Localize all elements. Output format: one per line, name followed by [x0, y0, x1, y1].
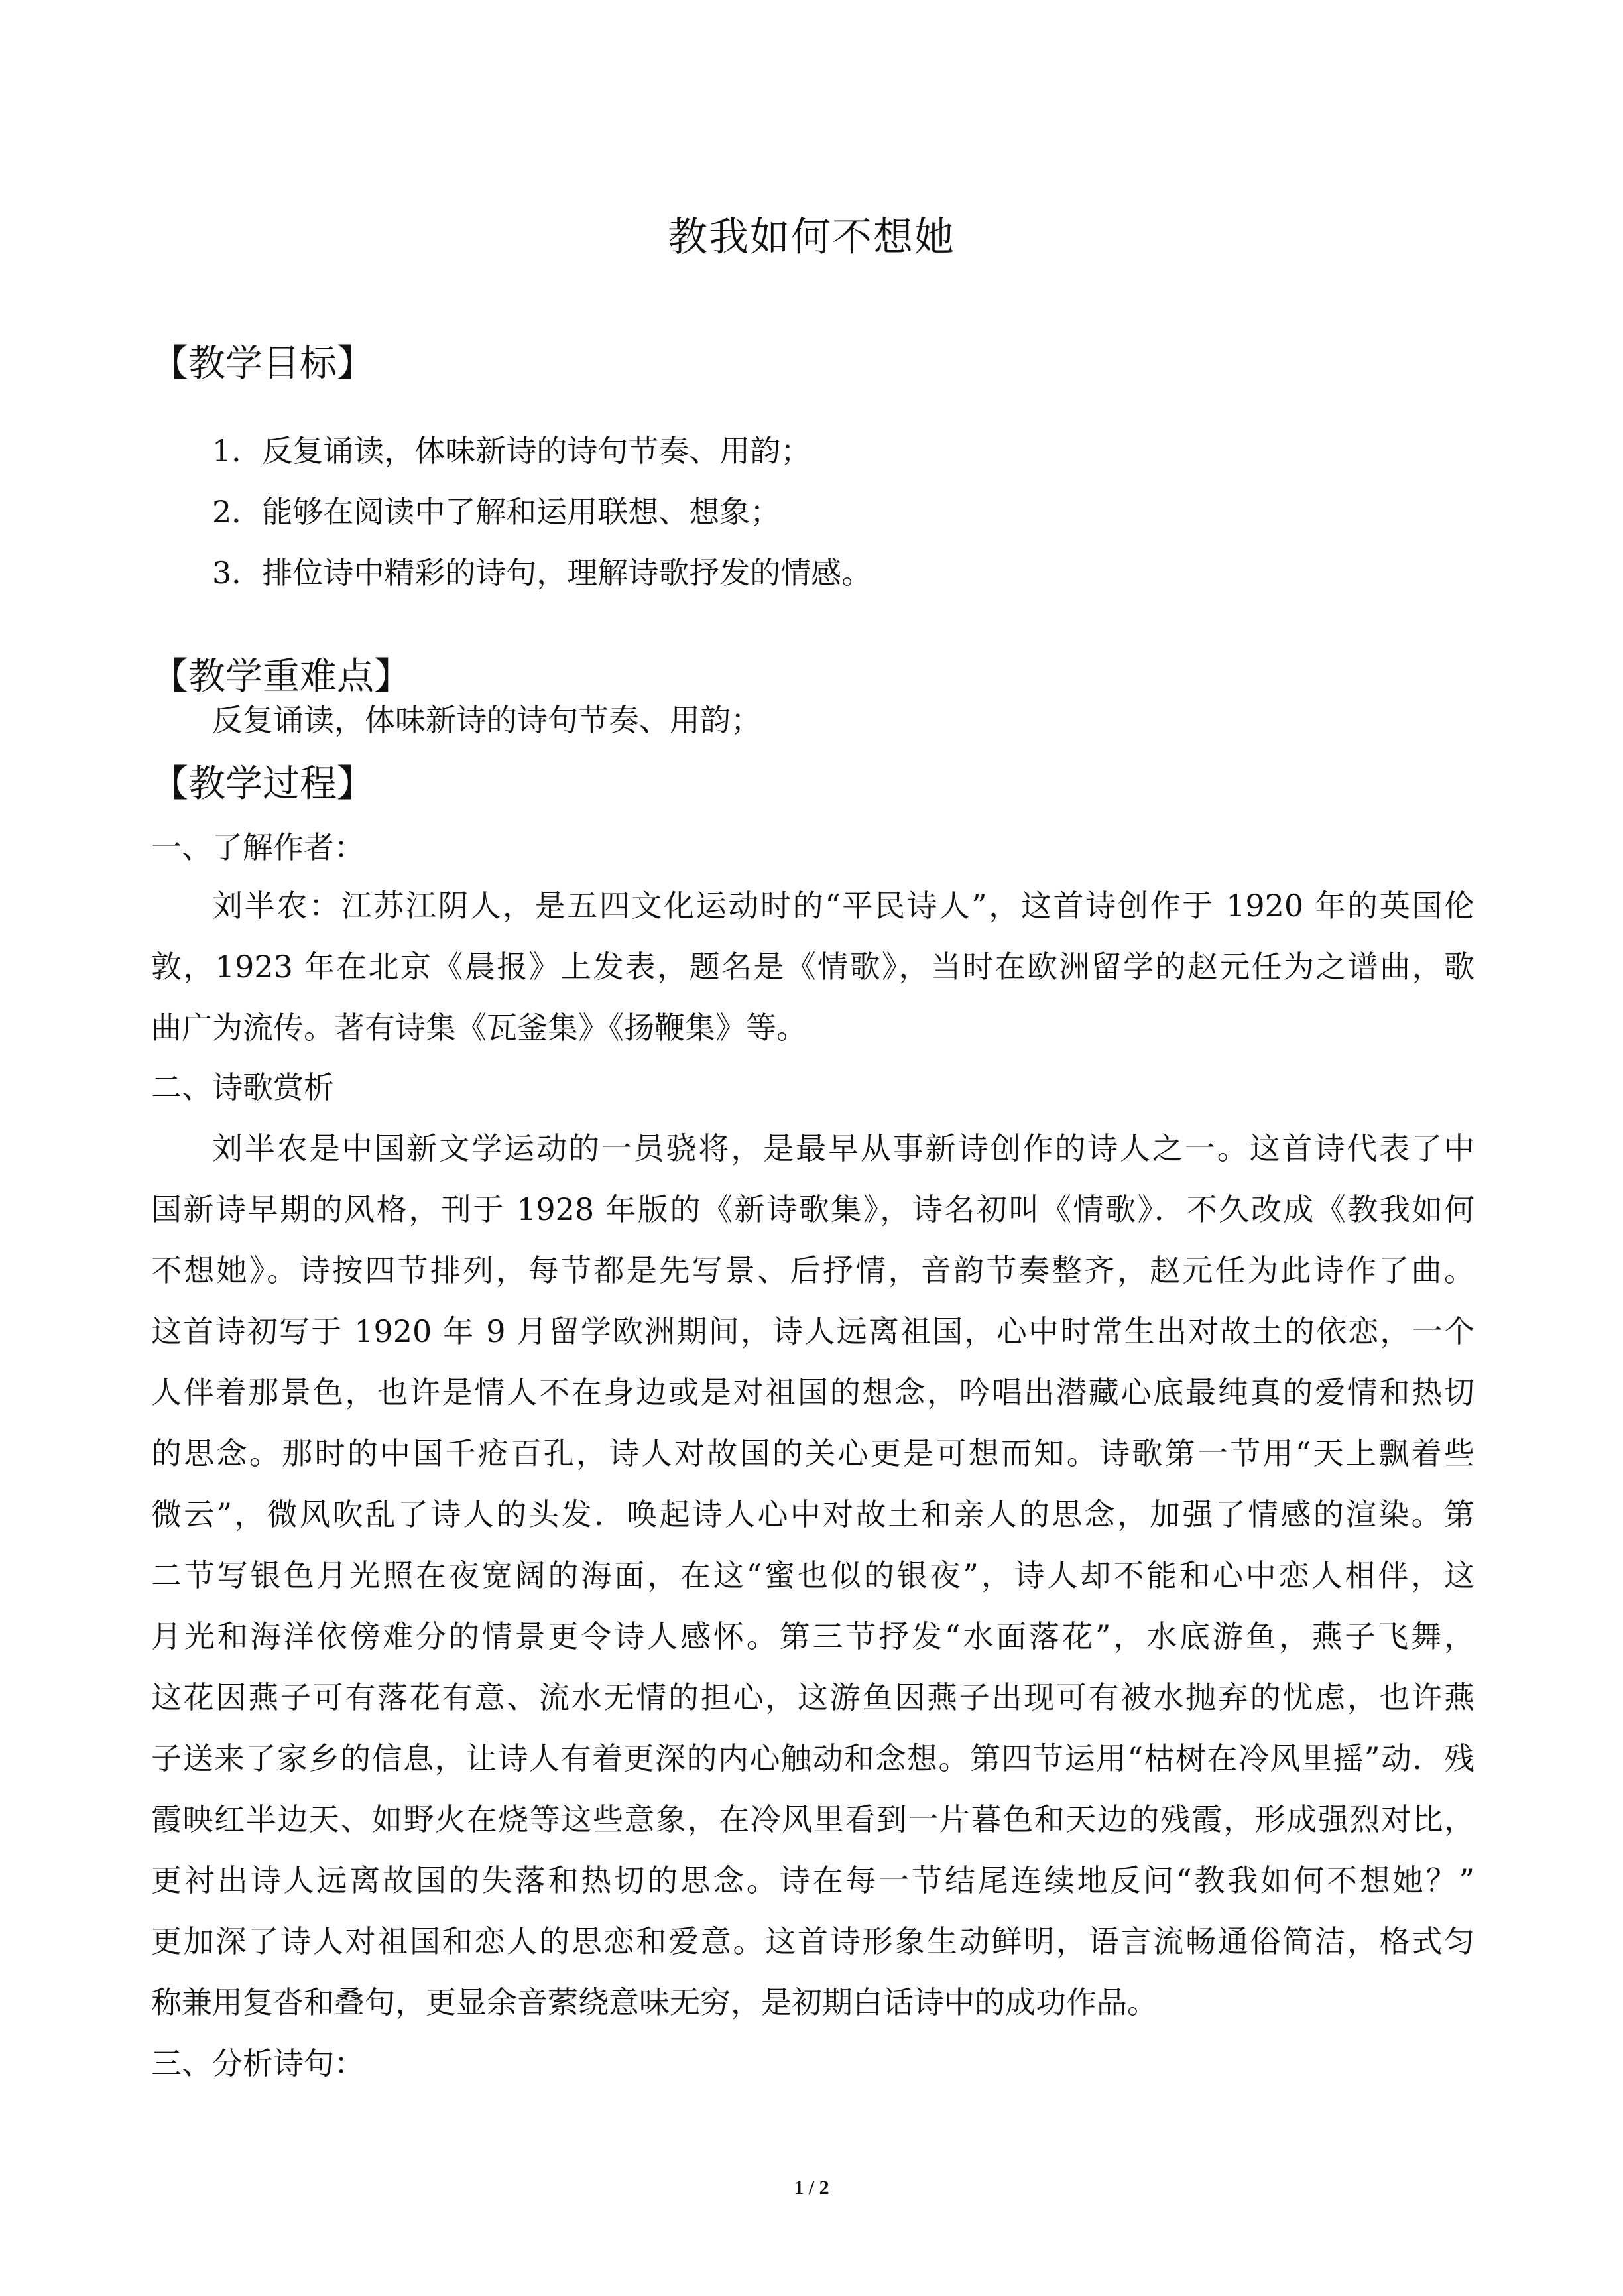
- goal-item-2: 2．能够在阅读中了解和运用联想、想象；: [212, 494, 781, 530]
- part2-line: 称兼用复沓和叠句，更显余音萦绕意味无穷，是初期白话诗中的成功作品。: [151, 1984, 1158, 2020]
- section-heading-key-points: 【教学重难点】: [151, 655, 411, 698]
- part2-line: 子送来了家乡的信息，让诗人有着更深的内心触动和念想。第四节运用“枯树在冷风里摇”动．残: [151, 1740, 1474, 1776]
- part1-heading: 一、了解作者：: [151, 829, 365, 865]
- part2-heading: 二、诗歌赏析: [151, 1069, 334, 1105]
- document-title: 教我如何不想她: [668, 214, 955, 261]
- section-heading-process: 【教学过程】: [151, 762, 374, 806]
- part2-line: 更加深了诗人对祖国和恋人的思恋和爱意。这首诗形象生动鲜明，语言流畅通俗简洁，格式匀: [151, 1923, 1474, 1959]
- part2-line: 这花因燕子可有落花有意、流水无情的担心，这游鱼因燕子出现可有被水抛弃的忧虑，也许燕: [151, 1679, 1474, 1715]
- key-points-text: 反复诵读，体味新诗的诗句节奏、用韵；: [212, 702, 761, 738]
- goal-item-3: 3．排位诗中精彩的诗句，理解诗歌抒发的情感。: [212, 555, 872, 591]
- part2-line: 月光和海洋依傍难分的情景更令诗人感怀。第三节抒发“水面落花”，水底游鱼，燕子飞舞，: [151, 1618, 1474, 1654]
- part2-line: 更衬出诗人远离故国的失落和热切的思念。诗在每一节结尾连续地反问“教我如何不想她？”: [151, 1862, 1474, 1898]
- part2-line: 霞映红半边天、如野火在烧等这些意象，在冷风里看到一片暮色和天边的残霞，形成强烈对比，: [151, 1801, 1474, 1837]
- page-number: 1 / 2: [794, 2177, 829, 2199]
- part1-line: 敦，1923 年在北京《晨报》上发表，题名是《情歌》，当时在欧洲留学的赵元任为之谱曲，歌: [151, 949, 1474, 985]
- goal-item-1: 1．反复诵读，体味新诗的诗句节奏、用韵；: [212, 433, 812, 469]
- part2-line: 的思念。那时的中国千疮百孔，诗人对故国的关心更是可想而知。诗歌第一节用“天上飘着些: [151, 1435, 1474, 1471]
- part1-line: 曲广为流传。著有诗集《瓦釜集》《扬鞭集》等。: [151, 1010, 807, 1046]
- part2-line: 微云”，微风吹乱了诗人的头发．唤起诗人心中对故土和亲人的思念，加强了情感的渲染。第: [151, 1496, 1474, 1532]
- section-heading-goals: 【教学目标】: [151, 342, 374, 385]
- part2-line: 刘半农是中国新文学运动的一员骁将，是最早从事新诗创作的诗人之一。这首诗代表了中: [212, 1130, 1474, 1166]
- part2-line: 二节写银色月光照在夜宽阔的海面，在这“蜜也似的银夜”，诗人却不能和心中恋人相伴，这: [151, 1557, 1474, 1593]
- part1-line: 刘半农：江苏江阴人，是五四文化运动时的“平民诗人”，这首诗创作于 1920 年的英国伦: [212, 888, 1474, 924]
- part2-line: 人伴着那景色，也许是情人不在身边或是对祖国的想念，吟唱出潜藏心底最纯真的爱情和热切: [151, 1374, 1474, 1410]
- part2-line: 国新诗早期的风格，刊于 1928 年版的《新诗歌集》，诗名初叫《情歌》．不久改成《教我如何: [151, 1191, 1474, 1227]
- part2-line: 这首诗初写于 1920 年 9 月留学欧洲期间，诗人远离祖国，心中时常生出对故土的依恋，一个: [151, 1313, 1474, 1349]
- part3-heading: 三、分析诗句：: [151, 2045, 365, 2081]
- part2-line: 不想她》。诗按四节排列，每节都是先写景、后抒情，音韵节奏整齐，赵元任为此诗作了曲。: [151, 1252, 1474, 1288]
